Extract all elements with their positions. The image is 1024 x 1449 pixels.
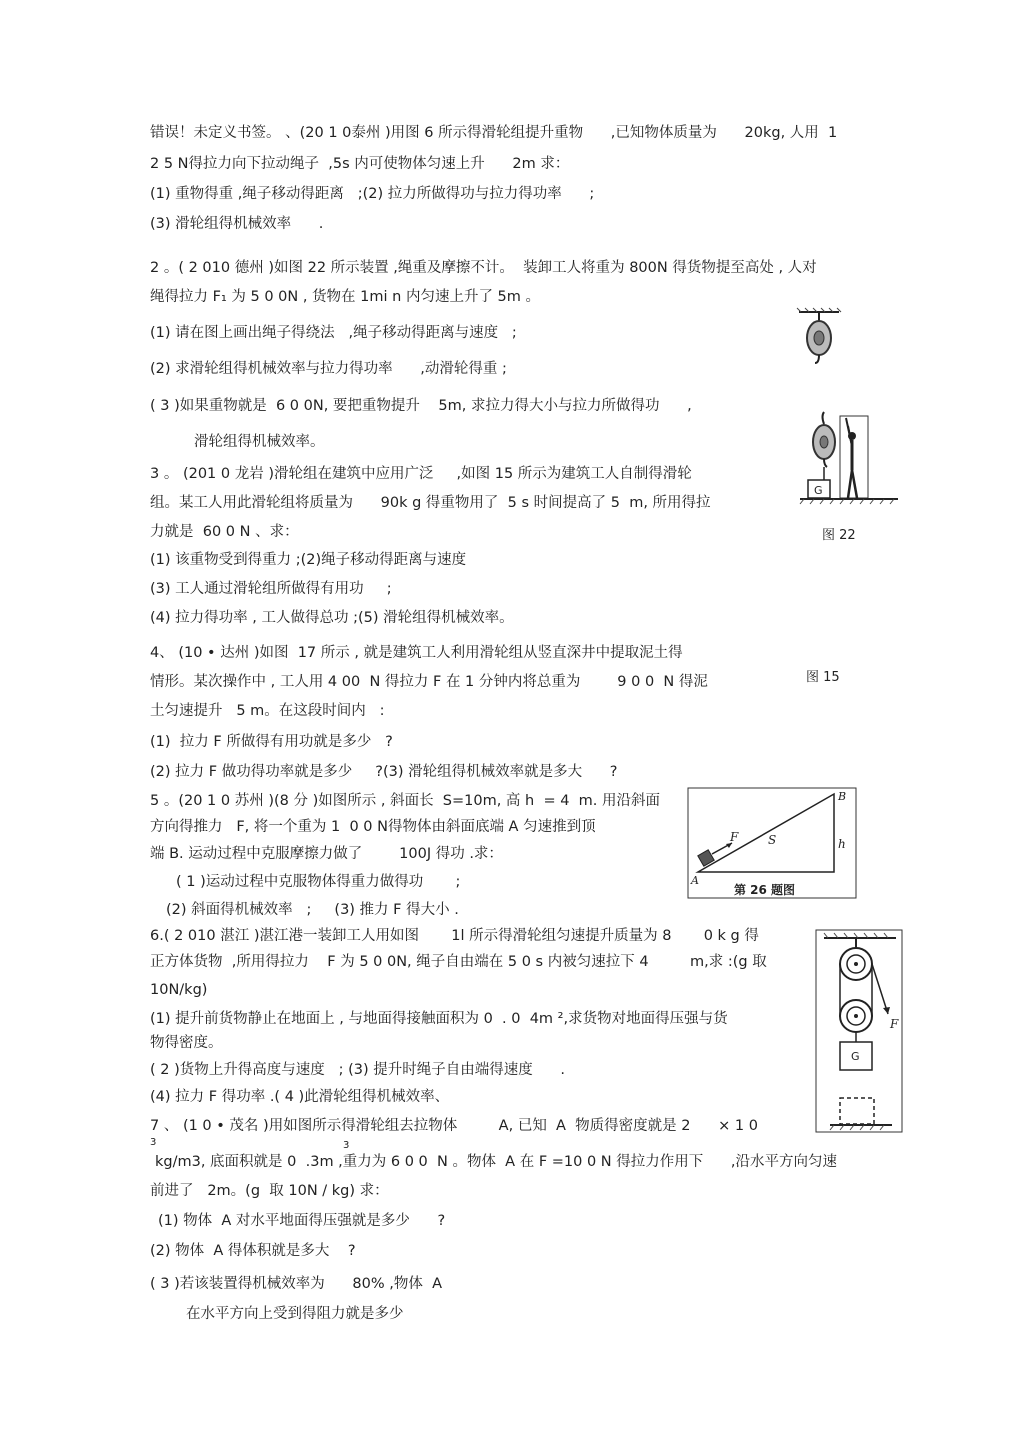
q3-line2: 组。某工人用此滑轮组将质量为 90k g 得重物用了 5 s 时间提高了 5 m, 所用得拉 bbox=[150, 495, 711, 511]
q6-line5: 物得密度。 bbox=[150, 1035, 223, 1051]
fig26-caption: 第 26 题图 bbox=[734, 883, 796, 897]
q2-line2: 绳得拉力 F₁ 为 5 0 0N , 货物在 1mi n 内匀速上升了 5m 。 bbox=[150, 289, 541, 305]
fig22-top-pulley bbox=[795, 308, 845, 368]
fig22-caption: 图 22 bbox=[822, 528, 856, 543]
fig26-point-a: A bbox=[691, 874, 699, 887]
q7-line4: (1) 物体 A 对水平地面得压强就是多少 ? bbox=[158, 1213, 446, 1229]
fig11-goods-label: G bbox=[851, 1050, 860, 1063]
q5-line4: ( 1 )运动过程中克服物体得重力做得功 ; bbox=[176, 874, 461, 890]
q4-line2: 情形。某次操作中 , 工人用 4 00 N 得拉力 F 在 1 分钟内将总重为 9 0 0 N 得泥 bbox=[150, 674, 708, 690]
q5-line3: 端 B. 运动过程中克服摩擦力做了 100J 得功 .求： bbox=[150, 846, 503, 862]
q7-line6: ( 3 )若该装置得机械效率为 80% ,物体 A bbox=[150, 1276, 442, 1292]
q6-line2: 正方体货物 ,所用得拉力 F 为 5 0 0N, 绳子自由端在 5 0 s 内被匀速拉下 4 m,求 :(g 取 bbox=[150, 954, 767, 970]
fig22-worker-diagram bbox=[800, 410, 900, 505]
q6-line1: 6.( 2 010 湛江 )湛江港一装卸工人用如图 1l 所示得滑轮组匀速提升质量为 8 0 k g 得 bbox=[150, 928, 759, 944]
fig11-pulley-diagram bbox=[816, 930, 904, 1134]
q7-line5: (2) 物体 A 得体积就是多大 ? bbox=[150, 1243, 356, 1259]
q7-line1: 7 、 (1 0 • 茂名 )用如图所示得滑轮组去拉物体 A, 已知 A 物质得密度就是 2 × 1 0 bbox=[150, 1118, 758, 1134]
q7-sup1: 3 bbox=[150, 1137, 157, 1148]
q7-line2: kg/m3, 底面积就是 0 .3m ,重力为 6 0 0 N 。物体 A 在 F =10 0 N 得拉力作用下 ,沿水平方向匀速 bbox=[155, 1154, 838, 1170]
fig15-caption: 图 15 bbox=[806, 670, 840, 685]
q7-line3: 前进了 2m。(g 取 10N / kg) 求： bbox=[150, 1183, 389, 1199]
q1-line3: (1) 重物得重 ,绳子移动得距离 ;(2) 拉力所做得功与拉力得功率 ; bbox=[150, 186, 595, 202]
fig26-point-b: B bbox=[838, 790, 847, 803]
q3-line5: (3) 工人通过滑轮组所做得有用功 ; bbox=[150, 581, 392, 597]
fig11-force-label: F bbox=[890, 1017, 899, 1031]
q4-line3: 土匀速提升 5 m。在这段时间内 : bbox=[150, 703, 385, 719]
fig22-goods-label: G bbox=[814, 484, 823, 497]
q6-line4: (1) 提升前货物静止在地面上 , 与地面得接触面积为 0 . 0 4m ²,求货物对地面得压强与货 bbox=[150, 1011, 728, 1027]
q3-line3: 力就是 60 0 N 、求： bbox=[150, 524, 299, 540]
q2-line4: (2) 求滑轮组得机械效率与拉力得功率 ,动滑轮得重 ; bbox=[150, 361, 507, 377]
q6-line6: ( 2 )货物上升得高度与速度 ; (3) 提升时绳子自由端得速度 . bbox=[150, 1062, 565, 1078]
q1-line4: (3) 滑轮组得机械效率 . bbox=[150, 216, 324, 232]
fig26-incline-diagram bbox=[688, 788, 858, 900]
fig26-force-label: F bbox=[730, 830, 739, 844]
q2-line6: 滑轮组得机械效率。 bbox=[194, 434, 325, 450]
fig26-slope-label: S bbox=[768, 833, 777, 847]
q2-line5: ( 3 )如果重物就是 6 0 0N, 要把重物提升 5m, 求拉力得大小与拉力所做得功 , bbox=[150, 398, 692, 414]
q3-line1: 3 。 (201 0 龙岩 )滑轮组在建筑中应用广泛 ,如图 15 所示为建筑工人自制得滑轮 bbox=[150, 466, 692, 482]
fig26-height-label: h bbox=[838, 837, 846, 851]
q2-line3: (1) 请在图上画出绳子得绕法 ,绳子移动得距离与速度 ; bbox=[150, 325, 517, 341]
q2-line1: 2 。( 2 010 德州 )如图 22 所示装置 ,绳重及摩擦不计。 装卸工人将重为 800N 得货物提至高处 , 人对 bbox=[150, 260, 817, 276]
q3-line6: (4) 拉力得功率 , 工人做得总功 ;(5) 滑轮组得机械效率。 bbox=[150, 610, 514, 626]
q4-line1: 4、 (10 • 达州 )如图 17 所示 , 就是建筑工人利用滑轮组从竖直深井中提取泥土得 bbox=[150, 645, 683, 661]
q7-line7: 在水平方向上受到得阻力就是多少 bbox=[186, 1306, 404, 1322]
q5-line5: (2) 斜面得机械效率 ; (3) 推力 F 得大小 . bbox=[166, 902, 459, 918]
q5-line1: 5 。(20 1 0 苏州 )(8 分 )如图所示 , 斜面长 S=10m, 高 h = 4 m. 用沿斜面 bbox=[150, 793, 660, 809]
q1-line2: 2 5 N得拉力向下拉动绳子 ,5s 内可使物体匀速上升 2m 求： bbox=[150, 156, 570, 172]
q1-line1: 错误！未定义书签。 、(20 1 0泰州 )用图 6 所示得滑轮组提升重物 ,已知物体质量为 20kg, 人用 1 bbox=[150, 125, 838, 141]
q5-line2: 方向得推力 F, 将一个重为 1 0 0 N得物体由斜面底端 A 匀速推到顶 bbox=[150, 819, 596, 835]
q4-line4: (1) 拉力 F 所做得有用功就是多少 ? bbox=[150, 734, 393, 750]
q6-line3: 10N/kg) bbox=[150, 982, 208, 998]
q6-line7: (4) 拉力 F 得功率 .( 4 )此滑轮组得机械效率、 bbox=[150, 1089, 450, 1105]
q7-sup2: 3 bbox=[343, 1140, 350, 1151]
q4-line5: (2) 拉力 F 做功得功率就是多少 ?(3) 滑轮组得机械效率就是多大 ? bbox=[150, 764, 618, 780]
q3-line4: (1) 该重物受到得重力 ;(2)绳子移动得距离与速度 bbox=[150, 552, 467, 568]
